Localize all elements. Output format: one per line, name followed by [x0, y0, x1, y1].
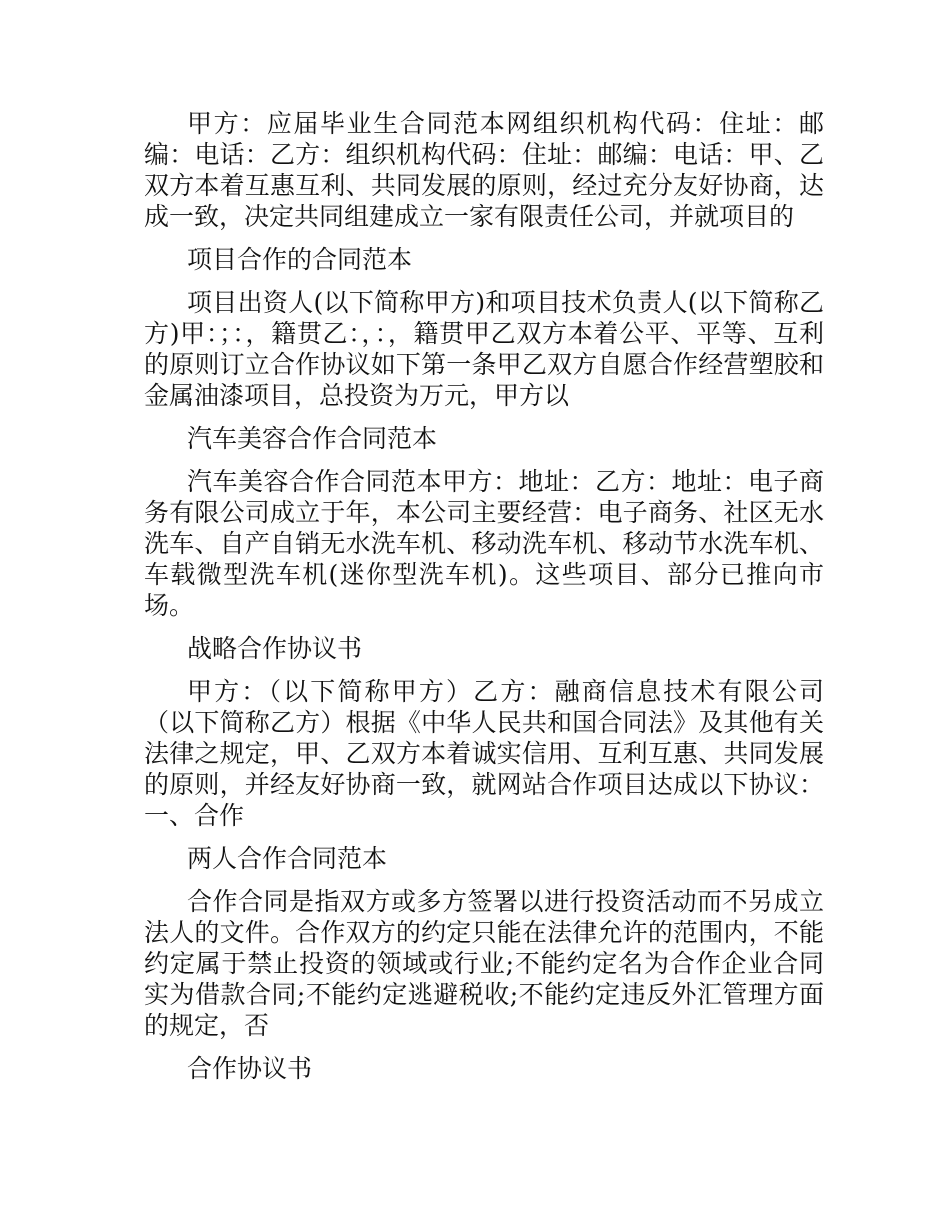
section-heading-car-beauty: 汽车美容合作合同范本 — [187, 424, 438, 453]
section-body-project-cooperation: 项目出资人(以下简称甲方)和项目技术负责人(以下简称乙方)甲：；：，籍贯乙：，：，籍贯甲乙双方本着公平、平等、互利的原则订立合作协议如下第一条甲乙双方自愿合作经营塑胶和金属油漆项目，总投资为万元，甲方以 — [144, 288, 824, 410]
section-heading-two-person-cooperation: 两人合作合同范本 — [187, 844, 388, 873]
section-body-two-person-cooperation: 合作合同是指双方或多方签署以进行投资活动而不另成立法人的文件。合作双方的约定只能在法律允许的范围内，不能约定属于禁止投资的领域或行业;不能约定名为合作企业合同实为借款合同;不能约定逃避税收;不能约定违反外汇管理方面的规定，否 — [144, 887, 824, 1040]
section-heading-strategic-cooperation: 战略合作协议书 — [187, 634, 363, 663]
document-page — [144, 108, 824, 1096]
section-body-car-beauty: 汽车美容合作合同范本甲方：地址：乙方：地址：电子商务有限公司成立于年，本公司主要经营：电子商务、社区无水洗车、自产自销无水洗车机、移动洗车机、移动节水洗车机、车载微型洗车机(迷你型洗车机)。这些项目、部分已推向市场。 — [144, 467, 824, 620]
section-body-strategic-cooperation: 甲方：（以下简称甲方）乙方：融商信息技术有限公司（以下简称乙方）根据《中华人民共和国合同法》及其他有关法律之规定，甲、乙双方本着诚实信用、互利互惠、共同发展的原则，并经友好协商一致，就网站合作项目达成以下协议：一、合作 — [144, 677, 824, 830]
intro-paragraph: 甲方：应届毕业生合同范本网组织机构代码：住址：邮编：电话：乙方：组织机构代码：住址：邮编：电话：甲、乙双方本着互惠互利、共同发展的原则，经过充分友好协商，达成一致，决定共同组建成立一家有限责任公司，并就项目的 — [144, 109, 824, 231]
section-heading-project-cooperation: 项目合作的合同范本 — [187, 245, 413, 274]
section-heading-cooperation-agreement: 合作协议书 — [187, 1054, 313, 1083]
